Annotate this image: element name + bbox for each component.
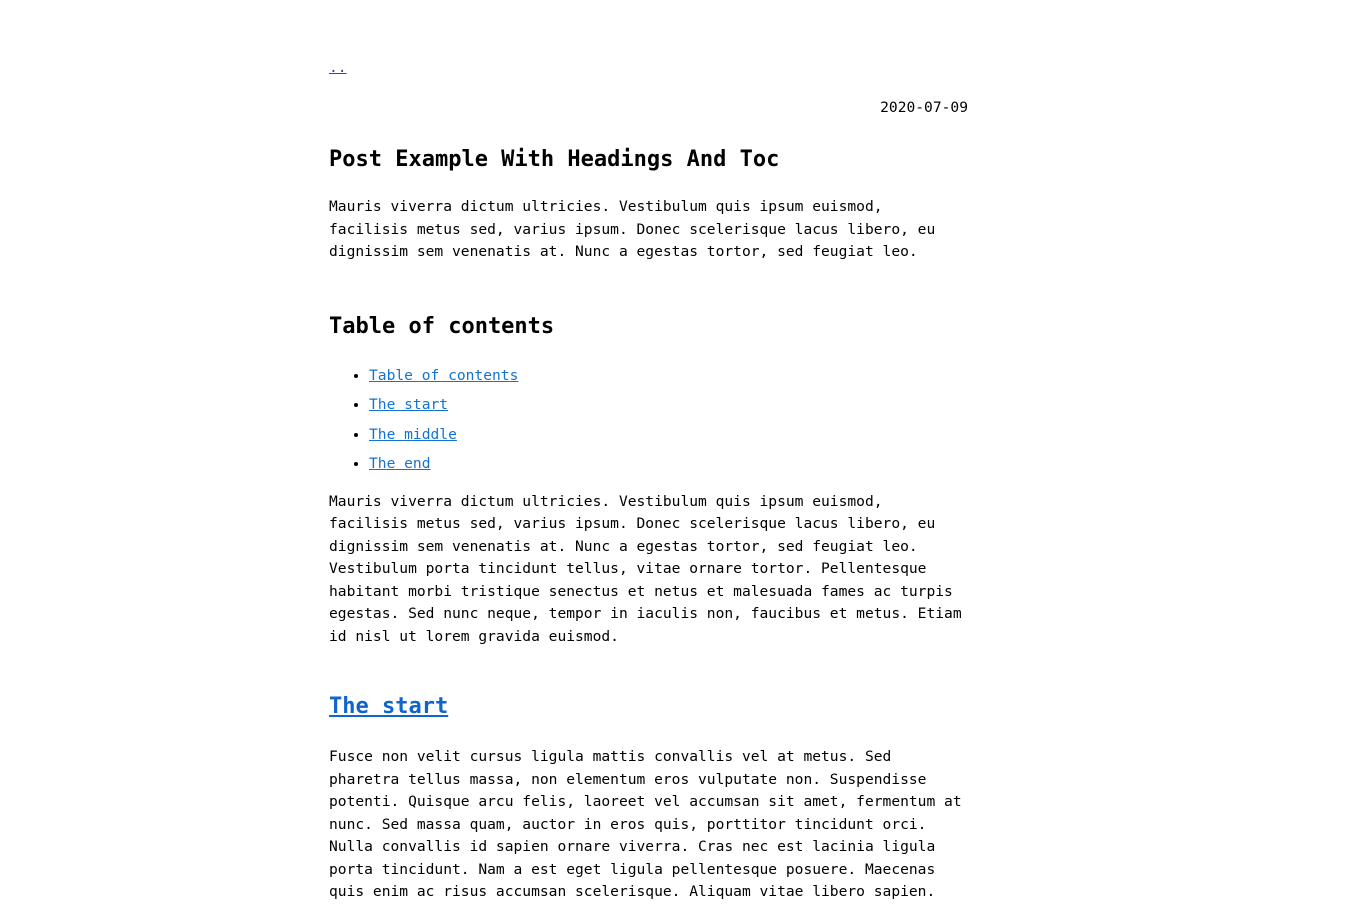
toc-link-the-middle[interactable]: The middle [369,425,457,443]
toc-list-item [369,453,968,476]
toc-link-the-start[interactable]: The start [369,396,449,413]
nav-up [329,57,968,80]
intro-paragraph: Mauris viverra dictum ultricies. Vestibulum quis ipsum euismod, facilisis metus sed, varius ipsum. Donec scelerisque lacus libero, eu dignissim sem venenatis at. Nunc a egestas tortor, sed feugiat leo. [329,198,936,260]
toc-list-item [369,394,968,417]
post-title: Post Example With Headings And Toc [329,147,780,172]
section-heading-the-start-link[interactable]: The start [329,694,449,719]
toc-link-the-end[interactable]: The end [369,455,431,472]
toc-list [329,365,968,476]
parent-directory-link[interactable]: .. [329,59,347,76]
post-page [329,0,968,904]
toc-link-table-of-contents[interactable]: Table of contents [369,366,519,384]
section-heading-the-start [329,690,968,723]
toc-heading: Table of contents [329,313,555,339]
toc-after-paragraph: Mauris viverra dictum ultricies. Vestibulum quis ipsum euismod, facilisis metus sed, varius ipsum. Donec scelerisque lacus libero, eu dignissim sem venenatis at. Nunc a egestas tortor, sed feugiat leo. Vestibulum porta tincidunt tellus, vitae ornare tortor. Pellentesque habitant morbi tristique senectus et netus et malesuada fames ac turpis egestas. Sed nunc neque, tempor in iaculis non, faucibus et metus. Etiam id nisl ut lorem gravida euismod. [329,492,962,645]
toc-list-item [369,424,968,447]
section-paragraph-the-start: Fusce non velit cursus ligula mattis convallis vel at metus. Sed pharetra tellus massa, non elementum eros vulputate non. Suspendisse potenti. Quisque arcu felis, laoreet vel accumsan sit amet, fermentum at nunc. Sed massa quam, auctor in eros quis, porttitor tincidunt orci. Nulla convallis id sapien ornare viverra. Cras nec est lacinia ligula porta tincidunt. Nam a est eget ligula pellentesque posuere. Maecenas quis enim ac risus accumsan scelerisque. Aliquam vitae libero sapien. [329,748,962,900]
toc-list-item [369,365,968,388]
post-date: 2020-07-09 [880,98,968,116]
